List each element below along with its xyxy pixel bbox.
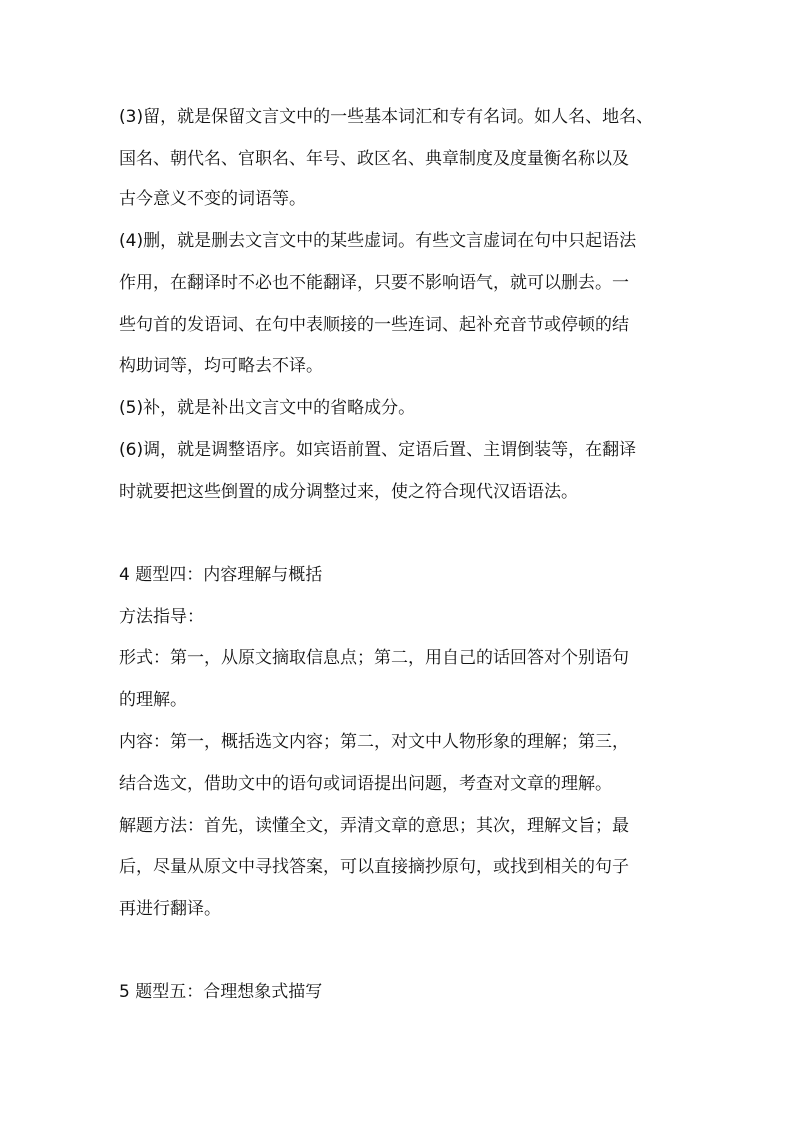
text-line: 的理解。 [119,690,187,710]
text-line: 作用，在翻译时不必也不能翻译，只要不影响语气，就可以删去。一 [119,273,629,293]
text-line: (3)留，就是保留文言文中的一些基本词汇和专有名词。如人名、地名、 [119,107,654,127]
text-line: 内容：第一，概括选文内容；第二，对文中人物形象的理解；第三， [119,732,629,752]
text-line: 构助词等，均可略去不译。 [119,356,323,376]
text-line: (6)调，就是调整语序。如宾语前置、定语后置、主谓倒装等，在翻译 [119,440,637,460]
text-line: 结合选文，借助文中的语句或词语提出问题，考查对文章的理解。 [119,774,612,794]
text-line: 方法指导： [119,607,204,627]
section-heading: 4 题型四：内容理解与概括 [119,565,323,585]
text-line: (5)补，就是补出文言文中的省略成分。 [119,398,416,418]
section-heading: 5 题型五：合理想象式描写 [119,982,323,1002]
text-line: 些句首的发语词、在句中表顺接的一些连词、起补充音节或停顿的结 [119,315,629,335]
text-line: 古今意义不变的词语等。 [119,189,306,209]
text-line: 再进行翻译。 [119,899,221,919]
text-line: 后，尽量从原文中寻找答案，可以直接摘抄原句，或找到相关的句子 [119,857,629,877]
text-line: 时就要把这些倒置的成分调整过来，使之符合现代汉语语法。 [119,482,578,502]
text-line: (4)删，就是删去文言文中的某些虚词。有些文言虚词在句中只起语法 [119,231,637,251]
text-line: 形式：第一，从原文摘取信息点；第二，用自己的话回答对个别语句 [119,648,629,668]
text-line: 国名、朝代名、官职名、年号、政区名、典章制度及度量衡名称以及 [119,149,629,169]
text-line: 解题方法：首先，读懂全文，弄清文章的意思；其次，理解文旨；最 [119,816,629,836]
